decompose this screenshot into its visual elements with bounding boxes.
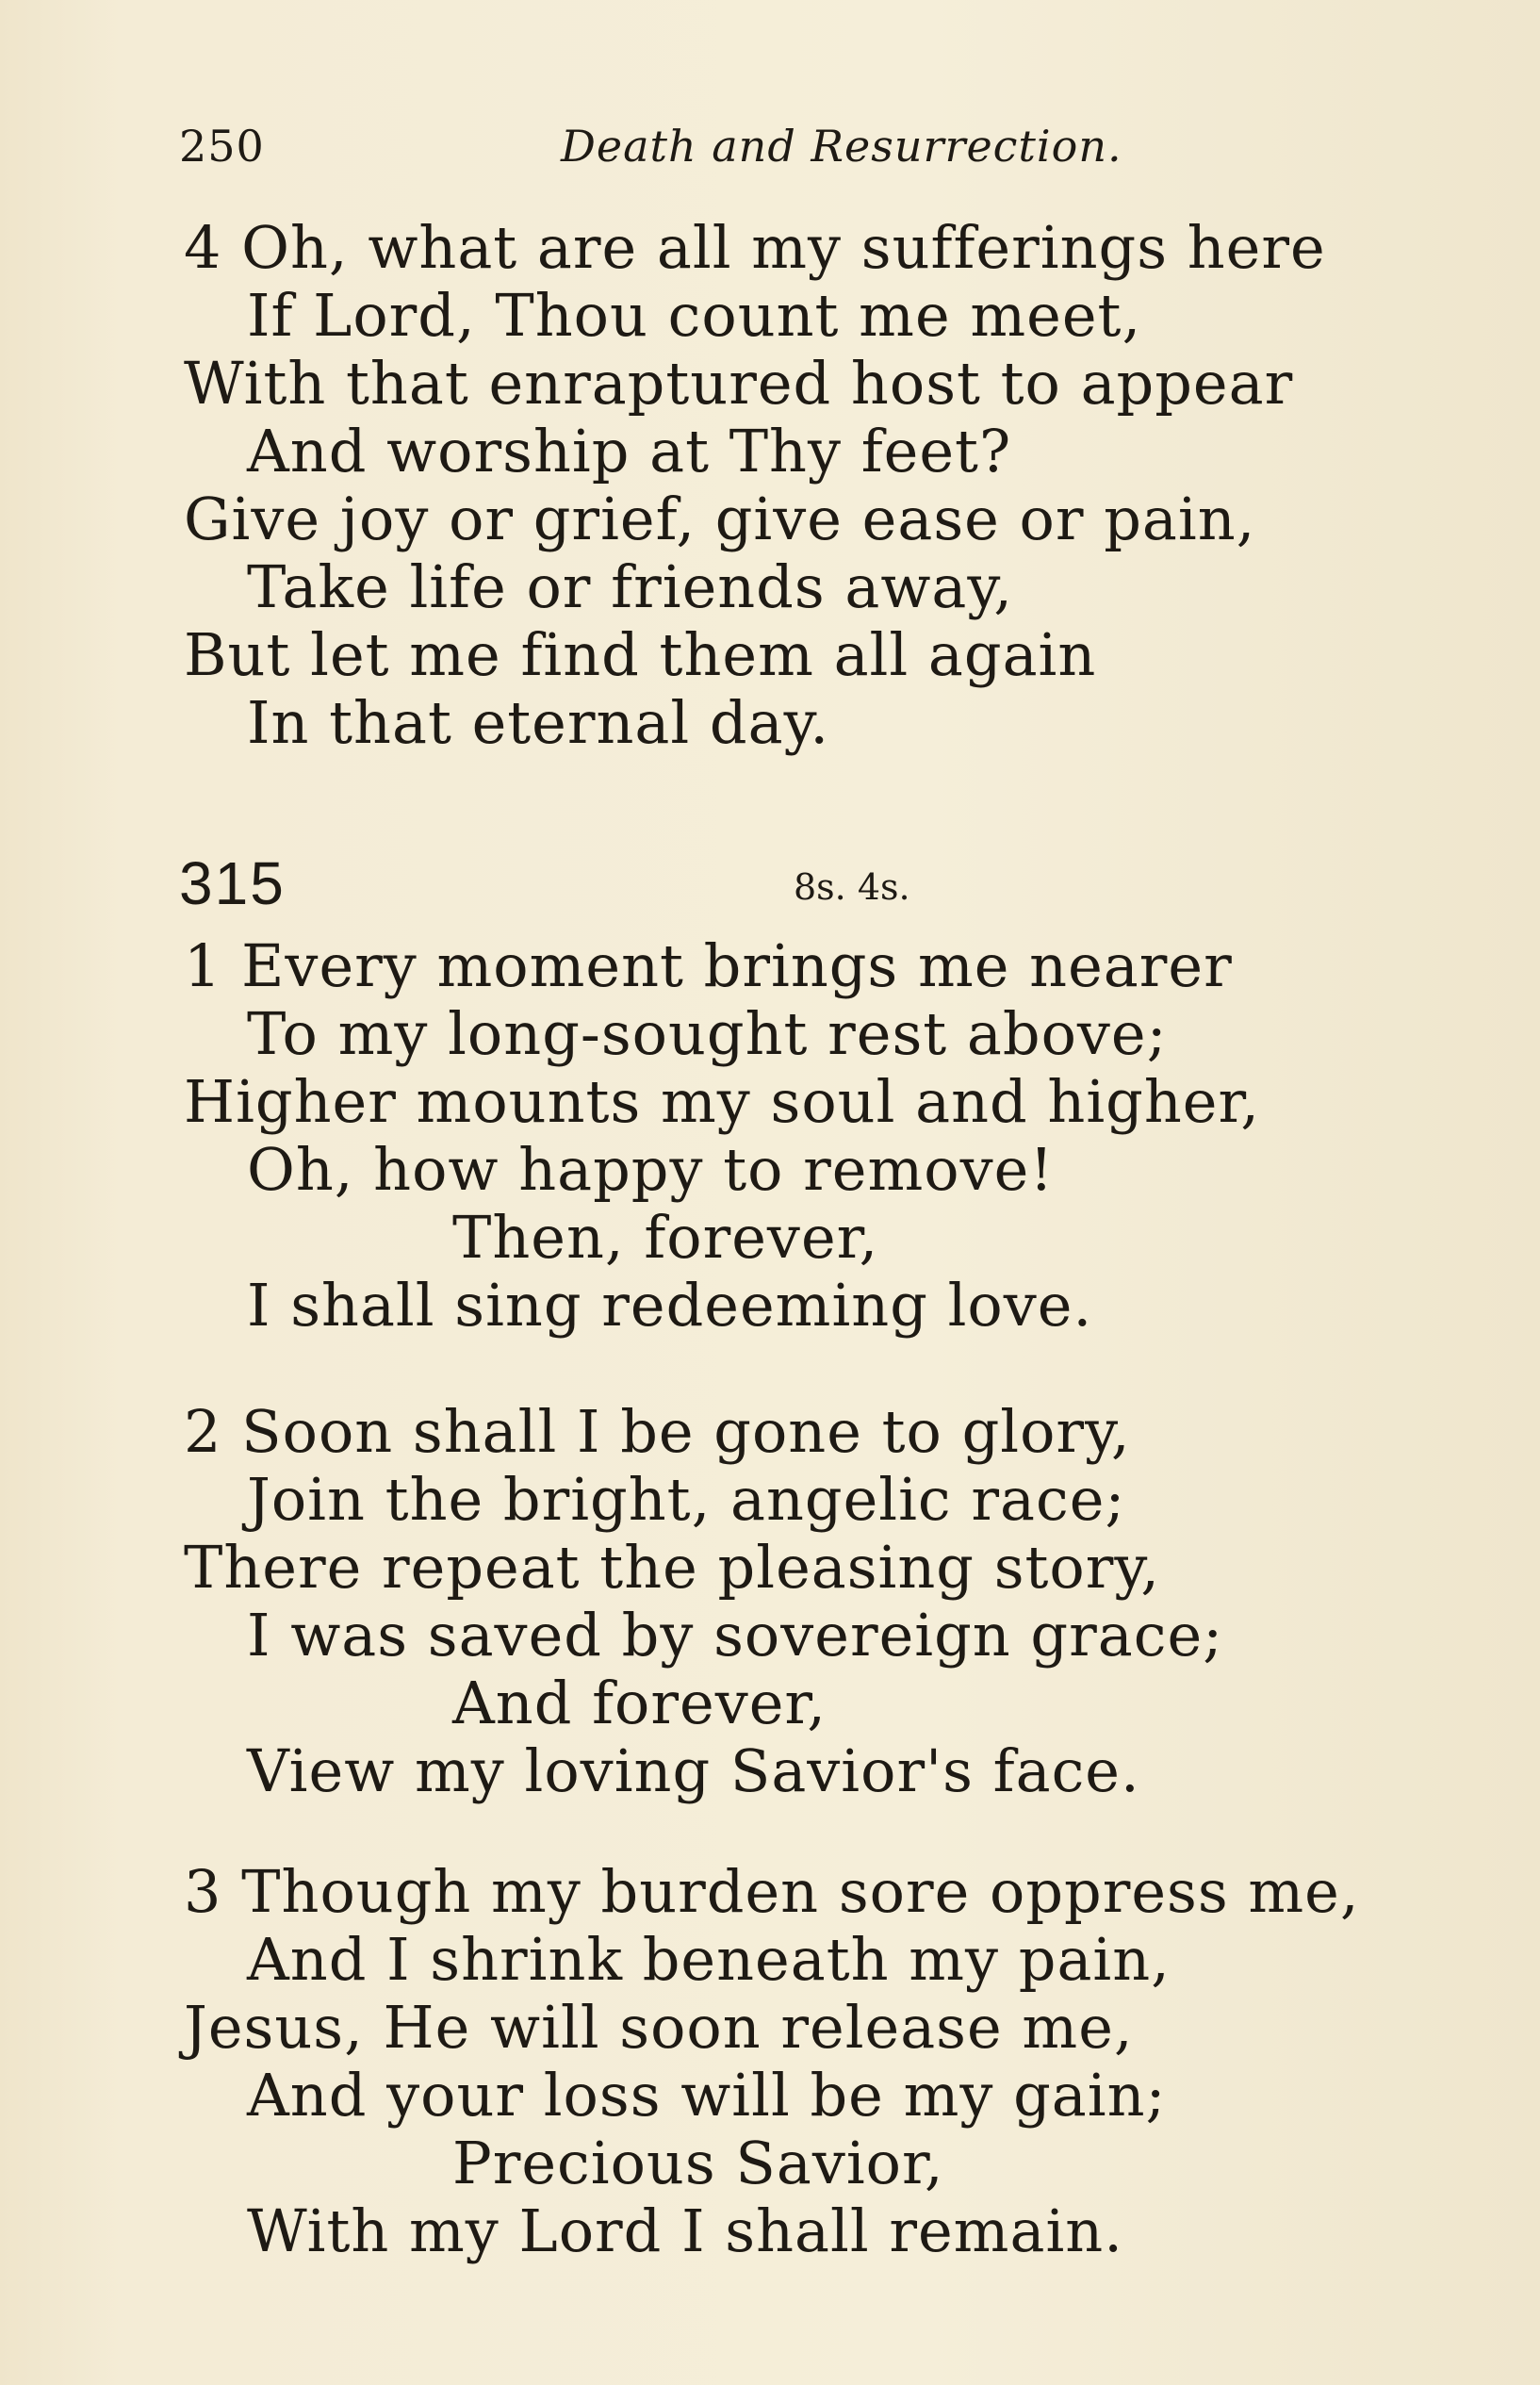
verse-line: With that enraptured host to appear xyxy=(184,349,1294,418)
verse-line: With my Lord I shall remain. xyxy=(247,2196,1123,2265)
running-title: Death and Resurrection. xyxy=(561,121,1122,172)
verse-line: Precious Savior, xyxy=(452,2129,944,2197)
page-number: 250 xyxy=(179,121,265,172)
verse-line: There repeat the pleasing story, xyxy=(184,1533,1160,1602)
verse-line: Give joy or grief, give ease or pain, xyxy=(184,485,1256,553)
hymn-meter: 8s. 4s. xyxy=(794,866,910,908)
verse-line: And your loss will be my gain; xyxy=(247,2061,1167,2130)
verse-line: And forever, xyxy=(452,1669,827,1737)
verse-line: And I shrink beneath my pain, xyxy=(247,1925,1171,1994)
verse-line: View my loving Savior's face. xyxy=(247,1736,1140,1805)
verse-line: Oh, how happy to remove! xyxy=(247,1135,1055,1204)
verse-line: Take life or friends away, xyxy=(247,552,1013,621)
verse-line: Then, forever, xyxy=(452,1203,879,1272)
verse-line: 1 Every moment brings me nearer xyxy=(184,931,1233,1000)
verse-line: Jesus, He will soon release me, xyxy=(184,1993,1134,2062)
hymn-number: 315 xyxy=(179,849,286,917)
verse-line: I was saved by sovereign grace; xyxy=(247,1601,1224,1670)
verse-line: If Lord, Thou count me meet, xyxy=(247,281,1142,350)
verse-line: I shall sing redeeming love. xyxy=(247,1271,1093,1340)
page-header xyxy=(179,121,1169,177)
verse-line: To my long-sought rest above; xyxy=(247,999,1168,1068)
verse-line: And worship at Thy feet? xyxy=(247,417,1012,485)
verse-line: In that eternal day. xyxy=(247,688,830,757)
verse-line: Higher mounts my soul and higher, xyxy=(184,1067,1261,1136)
verse-line: But let me find them all again xyxy=(184,620,1097,689)
verse-line: 4 Oh, what are all my sufferings here xyxy=(184,213,1326,282)
verse-line: Join the bright, angelic race; xyxy=(247,1465,1126,1534)
verse-line: 3 Though my burden sore oppress me, xyxy=(184,1857,1360,1926)
verse-line: 2 Soon shall I be gone to glory, xyxy=(184,1397,1131,1466)
